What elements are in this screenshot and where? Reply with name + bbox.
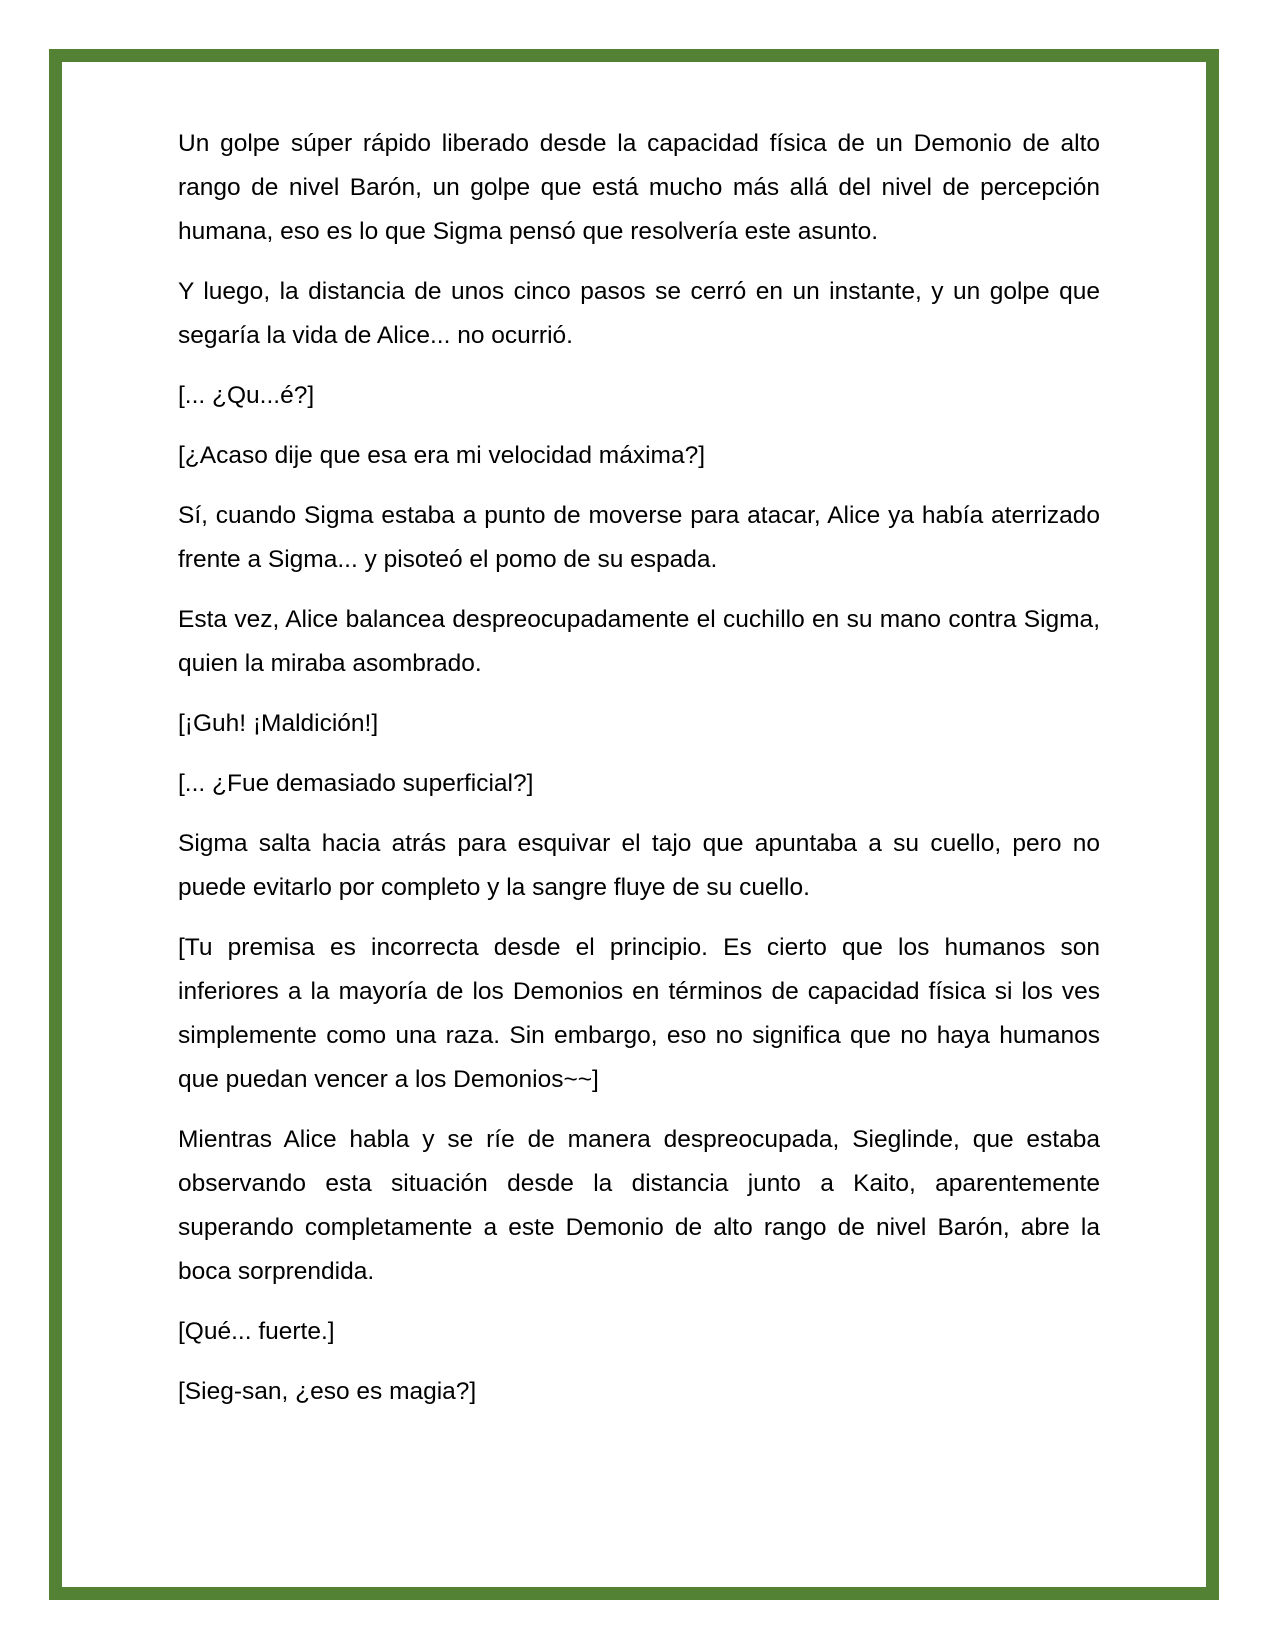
dialogue-line: [Tu premisa es incorrecta desde el principio. Es cierto que los humanos son inferiores a la mayoría de los Demonios en términos de capacidad física si los ves simplemente como una raza. Sin embargo, eso no significa que no haya humanos que puedan vencer a los Demonios~~] <box>178 934 1100 1093</box>
paragraph: Y luego, la distancia de unos cinco pasos se cerró en un instante, y un golpe que segaría la vida de Alice... no ocurrió. <box>178 278 1100 349</box>
paragraph: Sí, cuando Sigma estaba a punto de moverse para atacar, Alice ya había aterrizado frente a Sigma... y pisoteó el pomo de su espada. <box>178 502 1100 573</box>
dialogue-line: [¿Acaso dije que esa era mi velocidad máxima?] <box>178 442 706 469</box>
document-body <box>178 122 1100 1430</box>
dialogue-line: [Qué... fuerte.] <box>178 1318 335 1345</box>
dialogue-line: [Sieg-san, ¿eso es magia?] <box>178 1378 477 1405</box>
paragraph: Esta vez, Alice balancea despreocupadamente el cuchillo en su mano contra Sigma, quien la miraba asombrado. <box>178 606 1100 677</box>
paragraph: Un golpe súper rápido liberado desde la capacidad física de un Demonio de alto rango de nivel Barón, un golpe que está mucho más allá del nivel de percepción humana, eso es lo que Sigma pensó que resolvería este asunto. <box>178 130 1100 245</box>
paragraph: Mientras Alice habla y se ríe de manera despreocupada, Sieglinde, que estaba observando esta situación desde la distancia junto a Kaito, aparentemente superando completamente a este Demonio de alto rango de nivel Barón, abre la boca sorprendida. <box>178 1126 1100 1285</box>
dialogue-line: [¡Guh! ¡Maldición!] <box>178 710 379 737</box>
paragraph: Sigma salta hacia atrás para esquivar el tajo que apuntaba a su cuello, pero no puede evitarlo por completo y la sangre fluye de su cuello. <box>178 830 1100 901</box>
dialogue-line: [... ¿Qu...é?] <box>178 382 315 409</box>
dialogue-line: [... ¿Fue demasiado superficial?] <box>178 770 534 797</box>
